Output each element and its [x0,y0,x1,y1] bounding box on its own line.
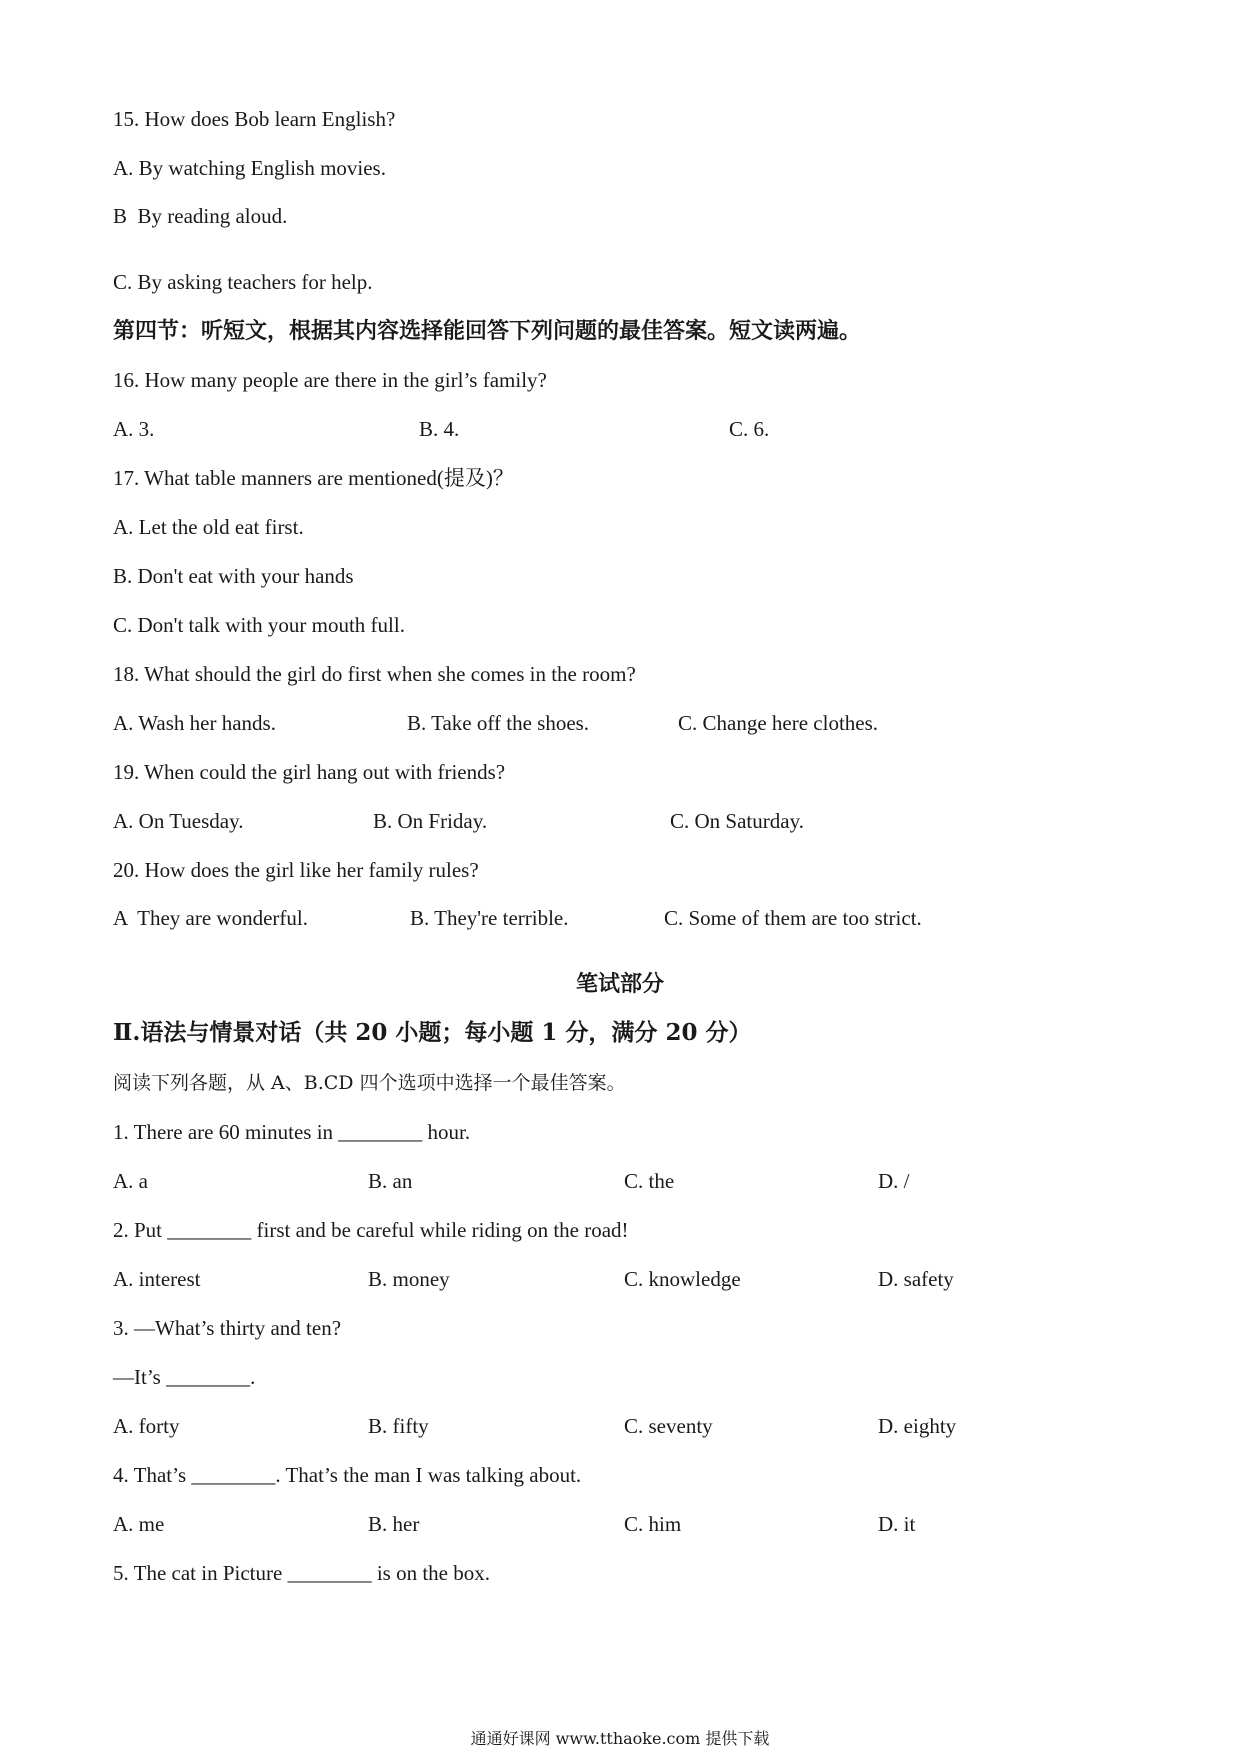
q20-option-b: B. They're terrible. [410,906,569,930]
q15-option-a: A. By watching English movies. [113,156,386,180]
section4-heading: 第四节：听短文，根据其内容选择能回答下列问题的最佳答案。短文读两遍。 [113,318,862,344]
w-q2-option-a: A. interest [113,1267,201,1291]
q15-option-c: C. By asking teachers for help. [113,270,373,294]
q17-option-b: B. Don't eat with your hands [113,564,354,588]
page-footer: 通通好课网 www.tthaoke.com 提供下载 [470,1729,770,1748]
w-q2-option-b: B. money [368,1267,450,1291]
q16-option-c: C. 6. [729,417,770,441]
q16-question: 16. How many people are there in the girl’s family? [113,368,547,392]
q17-option-c: C. Don't talk with your mouth full. [113,613,405,637]
w-q3-question: 3. —What’s thirty and ten? [113,1316,342,1340]
q18-option-a: A. Wash her hands. [113,711,276,735]
q19-option-c: C. On Saturday. [670,809,804,833]
w-q4-option-b: B. her [368,1512,420,1536]
w-q4-option-c: C. him [624,1512,682,1536]
w-q1-option-a: A. a [113,1169,148,1193]
w-q4-option-d: D. it [878,1512,916,1536]
q18-option-c: C. Change here clothes. [678,711,879,735]
q15-option-b: B By reading aloud. [113,204,288,228]
w-q2-option-d: D. safety [878,1267,954,1291]
q17-option-a: A. Let the old eat first. [113,515,304,539]
q19-question: 19. When could the girl hang out with friends? [113,760,506,784]
w-q4-option-a: A. me [113,1512,165,1536]
q15-question: 15. How does Bob learn English? [113,107,396,131]
written-part-title: 笔试部分 [575,971,664,997]
q20-option-c: C. Some of them are too strict. [664,906,922,930]
w-q2-question: 2. Put ________ first and be careful while riding on the road! [113,1218,629,1242]
w-q1-option-d: D. / [878,1169,910,1193]
w-q3-option-c: C. seventy [624,1414,713,1438]
q17-question: 17. What table manners are mentioned(提及)？ [113,466,514,490]
q16-option-b: B. 4. [419,417,460,441]
section2-instruction: 阅读下列各题，从 A、B.CD 四个选项中选择一个最佳答案。 [113,1072,626,1094]
w-q3-option-b: B. fifty [368,1414,429,1438]
w-q1-question: 1. There are 60 minutes in ________ hour. [113,1120,471,1144]
q20-option-a: A They are wonderful. [113,906,308,930]
w-q3-option-d: D. eighty [878,1414,957,1438]
w-q3-answer-line: —It’s ________. [113,1365,256,1389]
section2-heading: Ⅱ.语法与情景对话（共 20 小题；每小题 1 分，满分 20 分） [113,1019,752,1046]
w-q4-question: 4. That’s ________. That’s the man I was talking about. [113,1463,582,1487]
q19-option-b: B. On Friday. [373,809,488,833]
q19-option-a: A. On Tuesday. [113,809,244,833]
q20-question: 20. How does the girl like her family rules? [113,858,479,882]
q18-question: 18. What should the girl do first when she comes in the room? [113,662,636,686]
w-q3-option-a: A. forty [113,1414,180,1438]
q18-option-b: B. Take off the shoes. [407,711,590,735]
w-q2-option-c: C. knowledge [624,1267,741,1291]
w-q1-option-c: C. the [624,1169,675,1193]
w-q1-option-b: B. an [368,1169,413,1193]
w-q5-question: 5. The cat in Picture ________ is on the box. [113,1561,490,1585]
q16-option-a: A. 3. [113,417,155,441]
